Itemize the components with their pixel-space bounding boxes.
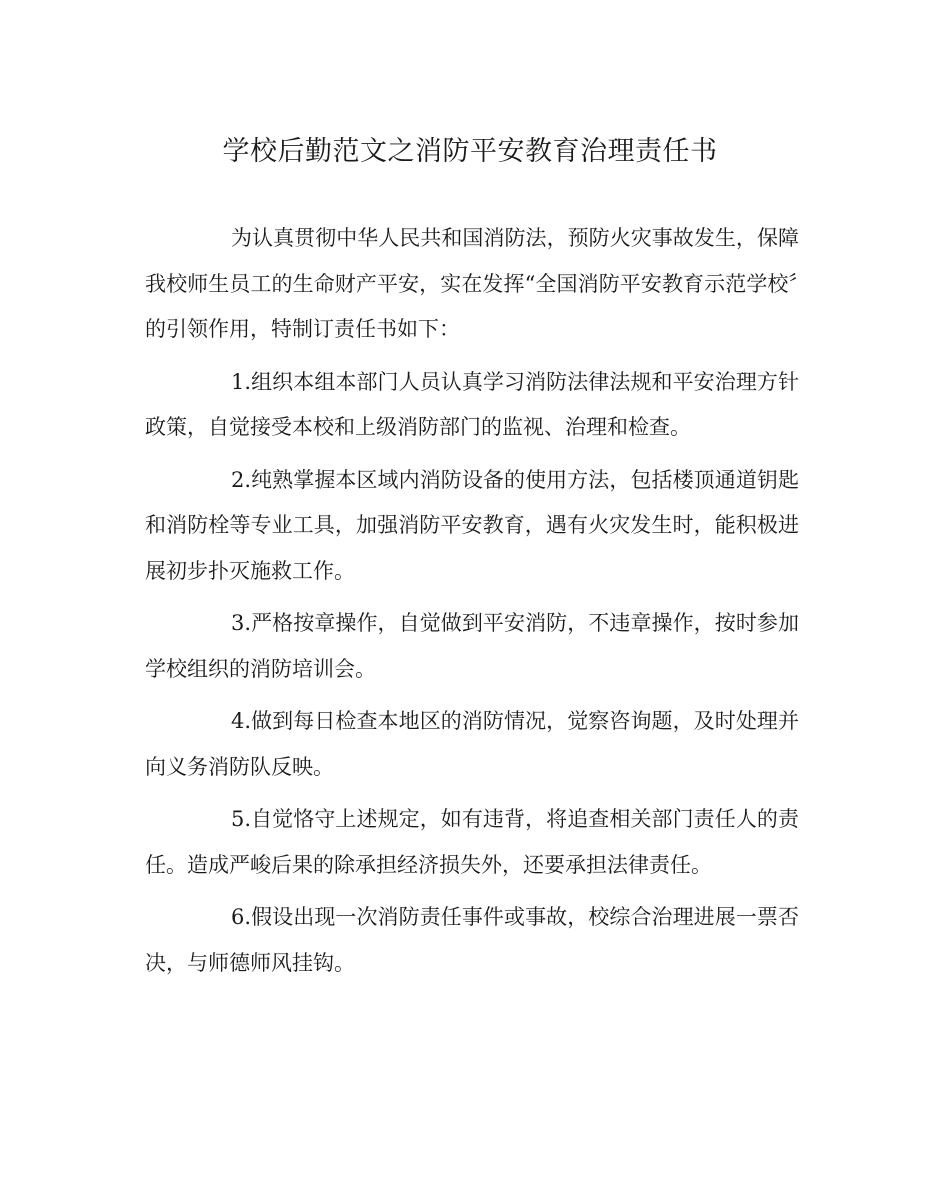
document-title: 学校后勤范文之消防平安教育治理责任书 [222, 136, 718, 167]
intro-paragraph: 为认真贯彻中华人民共和国消防法，预防火灾事故发生，保障我校师生员工的生命财产平安，实在发挥“全国消防平安教育示范学校〞的引领作用，特制订责任书如下： [145, 226, 799, 341]
clause-paragraph-2: 2.纯熟掌握本区域内消防设备的使用方法，包括楼顶通道钥匙和消防栓等专业工具，加强消防平安教育，遇有火灾发生时，能积极进展初步扑灭施救工作。 [145, 467, 799, 583]
clause-paragraph-4: 4.做到每日检查本地区的消防情况，觉察咨询题，及时处理并向义务消防队反映。 [145, 709, 799, 779]
clause-paragraph-6: 6.假设出现一次消防责任事件或事故，校综合治理进展一票否决，与师德师风挂钩。 [145, 905, 799, 975]
clause-paragraph-5: 5.自觉恪守上述规定，如有违背，将追查相关部门责任人的责任。造成严峻后果的除承担经济损失外，还要承担法律责任。 [145, 807, 799, 877]
document-body [145, 216, 799, 993]
clause-paragraph-3: 3.严格按章操作，自觉做到平安消防，不违章操作，按时参加学校组织的消防培训会。 [145, 611, 799, 681]
clause-paragraph-1: 1.组织本组本部门人员认真学习消防法律法规和平安治理方针政策，自觉接受本校和上级消防部门的监视、治理和检查。 [145, 369, 799, 439]
